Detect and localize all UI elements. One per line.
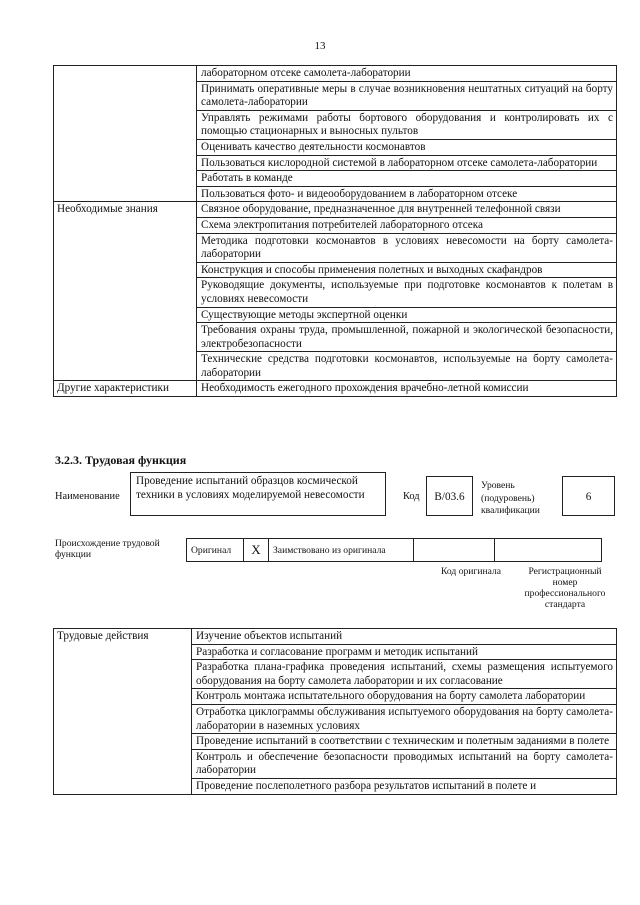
table-cell: Проведение послеполетного разбора результатов испытаний в полете и xyxy=(192,778,617,794)
table-row xyxy=(54,381,617,397)
table-row xyxy=(54,202,617,218)
table-cell: Оценивать качество деятельности космонавтов xyxy=(197,139,617,155)
table-cell: Необходимость ежегодного прохождения врачебно-летной комиссии xyxy=(197,381,617,397)
table-cell: Схема электропитания потребителей лабораторного отсека xyxy=(197,217,617,233)
table-cell: Контроль монтажа испытательного оборудования на борту самолета лаборатории xyxy=(192,689,617,705)
table-cell: Разработка и согласование программ и методик испытаний xyxy=(192,644,617,660)
reg-number-cell xyxy=(494,538,602,562)
table-cell: Пользоваться фото- и видеооборудованием в лабораторном отсеке xyxy=(197,186,617,202)
table-cell: Проведение испытаний в соответствии с техническим и полетным заданиями в полете xyxy=(192,734,617,750)
code-original-cell xyxy=(413,538,495,562)
table-row xyxy=(54,66,617,82)
row-label xyxy=(54,66,197,202)
reg-number-label: Регистрационный номер профессионального стандарта xyxy=(524,566,606,610)
function-code-box: B/03.6 xyxy=(426,476,473,516)
name-label: Наименование xyxy=(55,491,120,502)
row-label: Трудовые действия xyxy=(54,629,192,795)
table-cell: Принимать оперативные меры в случае возникновения нештатных ситуаций на борту самолета-лаборатории xyxy=(197,81,617,110)
table-cell: Существующие методы экспертной оценки xyxy=(197,307,617,323)
table-cell: Пользоваться кислородной системой в лабораторном отсеке самолета-лаборатории xyxy=(197,155,617,171)
code-original-label: Код оригинала xyxy=(440,566,502,577)
table-cell: Отработка циклограммы обслуживания испытуемого оборудования на борту самолета-лаборатории в наземных условиях xyxy=(192,704,617,733)
table-cell: Работать в команде xyxy=(197,171,617,187)
level-label: Уровень (подуровень) квалификации xyxy=(481,480,540,516)
page-number: 13 xyxy=(314,40,326,52)
function-name-box: Проведение испытаний образцов космической техники в условиях моделируемой невесомости xyxy=(130,472,386,516)
table-cell: Требования охраны труда, промышленной, пожарной и экологической безопасности, электробезопасности xyxy=(197,323,617,352)
table-cell: Контроль и обеспечение безопасности проводимых испытаний на борту самолета-лаборатории xyxy=(192,749,617,778)
table-row xyxy=(54,629,617,645)
borrowed-label: Заимствовано из оригинала xyxy=(268,538,414,562)
original-mark: X xyxy=(243,538,269,562)
section-heading: 3.2.3. Трудовая функция xyxy=(55,453,187,467)
table-cell: Управлять режимами работы бортового оборудования и контролировать их с помощью стационарных и выносных пультов xyxy=(197,110,617,139)
original-label: Оригинал xyxy=(186,538,244,562)
table-cell: Технические средства подготовки космонавтов, используемые на борту самолета-лаборатории xyxy=(197,352,617,381)
table-cell: Связное оборудование, предназначенное для внутренней телефонной связи xyxy=(197,202,617,218)
table-cell: лабораторном отсеке самолета-лаборатории xyxy=(197,66,617,82)
row-label: Другие характеристики xyxy=(54,381,197,397)
table-cell: Конструкция и способы применения полетных и выходных скафандров xyxy=(197,262,617,278)
table-cell: Методика подготовки космонавтов в условиях невесомости на борту самолета-лаборатории xyxy=(197,233,617,262)
level-value-box: 6 xyxy=(562,476,615,516)
origin-label: Происхождение трудовой функции xyxy=(55,538,160,560)
labor-actions-table xyxy=(53,628,617,795)
code-label: Код xyxy=(403,491,420,502)
origin-row xyxy=(187,538,602,562)
table-cell: Изучение объектов испытаний xyxy=(192,629,617,645)
table-cell: Разработка плана-графика проведения испытаний, схемы размещения испытуемого оборудования на борту самолета лаборатории и их согласование xyxy=(192,660,617,689)
row-label: Необходимые знания xyxy=(54,202,197,381)
table-cell: Руководящие документы, используемые при подготовке космонавтов к полетам в условиях невесомости xyxy=(197,278,617,307)
skills-knowledge-table xyxy=(53,65,617,397)
